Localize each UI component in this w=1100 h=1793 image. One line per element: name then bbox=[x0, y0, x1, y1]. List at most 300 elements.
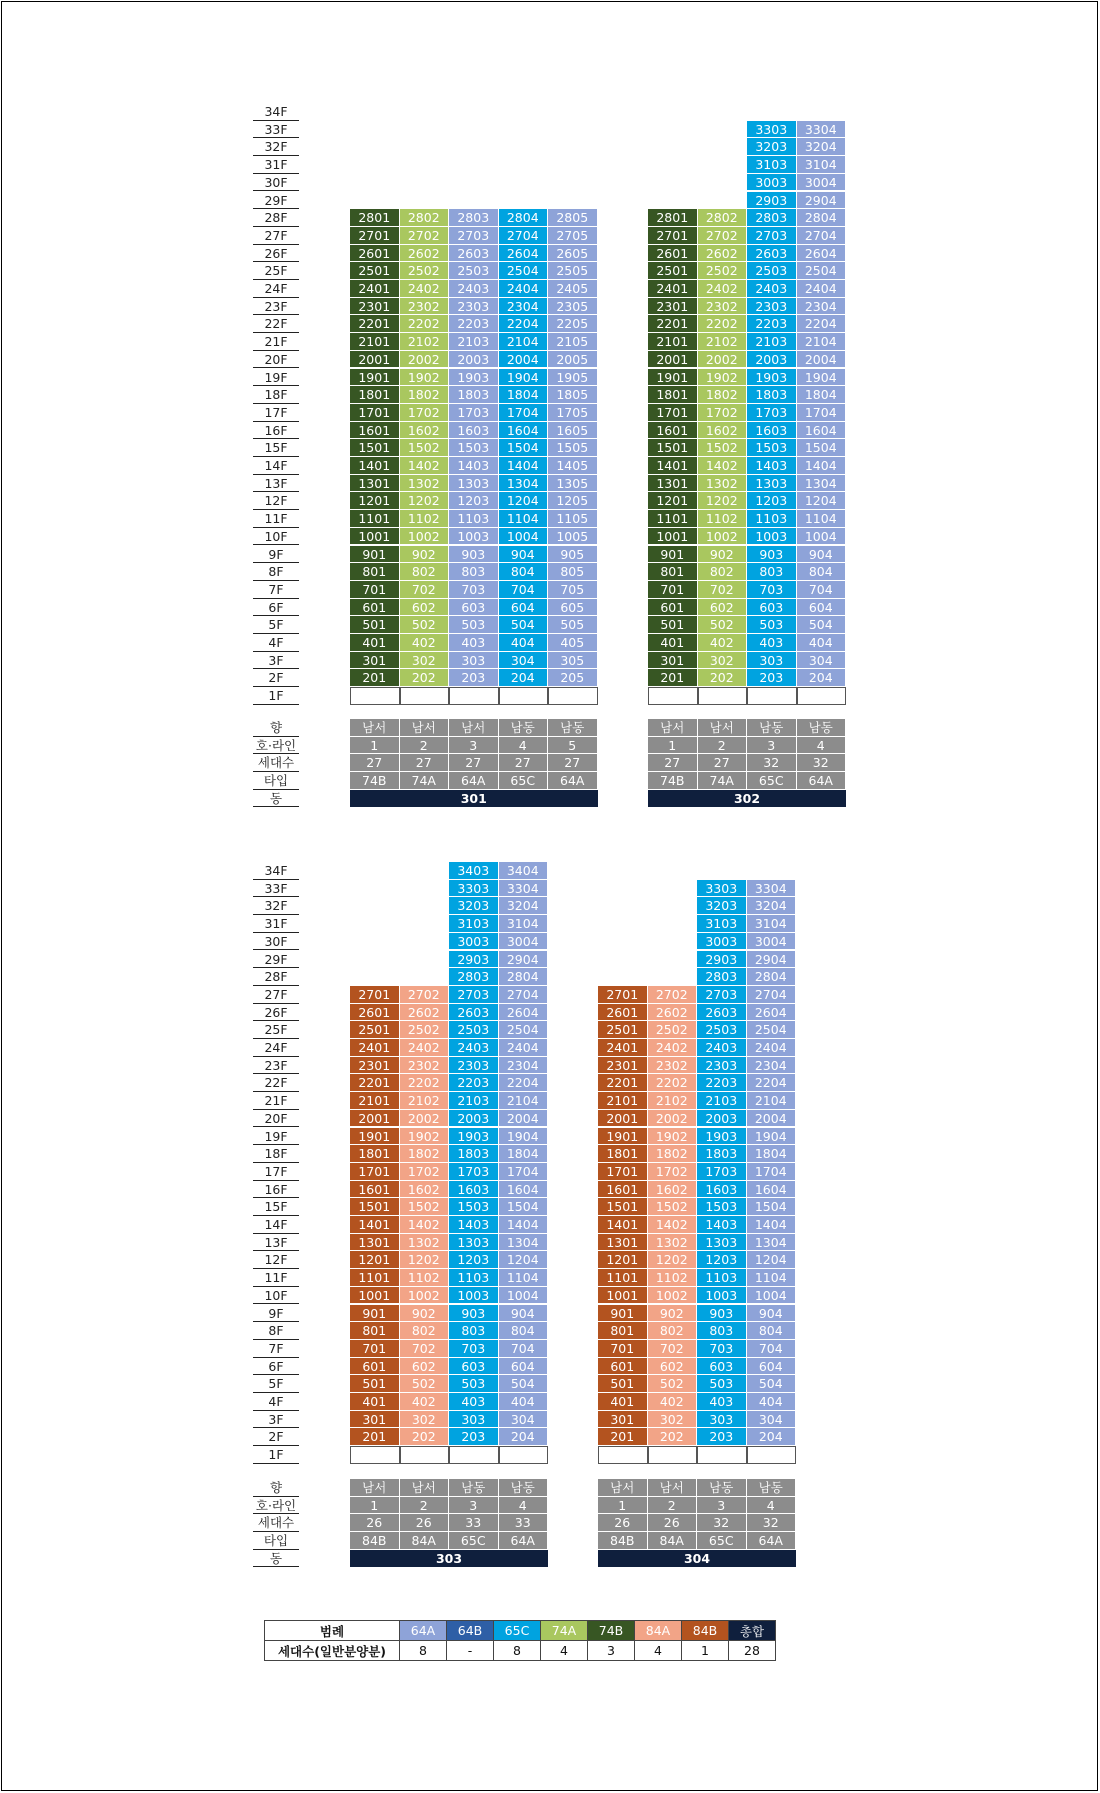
unit-cell: 404 bbox=[747, 1393, 797, 1411]
unit-cell: 2602 bbox=[698, 245, 748, 263]
units-cell: 27 bbox=[648, 754, 698, 772]
unit-cell: 502 bbox=[400, 1375, 450, 1393]
unit-cell: 2003 bbox=[747, 351, 797, 369]
unit-cell: 1605 bbox=[548, 422, 598, 440]
unit-cell: 904 bbox=[747, 1305, 797, 1323]
unit-cell: 3204 bbox=[499, 897, 549, 915]
line-cell: 4 bbox=[797, 737, 847, 755]
unit-cell: 902 bbox=[400, 546, 450, 564]
legend-header-label: 범례 bbox=[265, 1621, 400, 1641]
floor-label: 19F bbox=[253, 1128, 299, 1146]
unit-cell: 304 bbox=[499, 652, 549, 670]
floor-label: 10F bbox=[253, 1287, 299, 1305]
unit-cell: 1905 bbox=[548, 369, 598, 387]
unit-cell: 2602 bbox=[648, 1004, 698, 1022]
floor-label: 26F bbox=[253, 1004, 299, 1022]
unit-cell: 2601 bbox=[598, 1004, 648, 1022]
type-cell: 65C bbox=[747, 772, 797, 790]
unit-cell-empty bbox=[648, 1446, 698, 1464]
unit-cell: 1601 bbox=[648, 422, 698, 440]
unit-cell: 501 bbox=[648, 616, 698, 634]
unit-cell: 1702 bbox=[698, 404, 748, 422]
unit-cell-empty bbox=[499, 687, 549, 705]
floor-label: 18F bbox=[253, 386, 299, 404]
unit-cell: 3104 bbox=[499, 915, 549, 933]
legend-type-64B: 64B bbox=[447, 1621, 494, 1641]
direction-cell: 남동 bbox=[747, 1479, 797, 1497]
unit-cell: 201 bbox=[648, 669, 698, 687]
unit-cell: 1103 bbox=[697, 1269, 747, 1287]
unit-cell: 901 bbox=[598, 1305, 648, 1323]
legend-count-65C: 8 bbox=[494, 1641, 541, 1661]
unit-cell: 801 bbox=[598, 1322, 648, 1340]
unit-cell: 1501 bbox=[598, 1198, 648, 1216]
type-cell: 65C bbox=[697, 1532, 747, 1550]
info-label: 타입 bbox=[253, 772, 299, 790]
legend-type-total: 총합 bbox=[729, 1621, 776, 1641]
unit-cell: 1002 bbox=[698, 528, 748, 546]
unit-cell: 504 bbox=[499, 616, 549, 634]
line-cell: 3 bbox=[449, 1497, 499, 1515]
unit-cell: 1502 bbox=[698, 439, 748, 457]
unit-cell: 702 bbox=[400, 581, 450, 599]
unit-cell: 3204 bbox=[797, 138, 847, 156]
unit-cell: 1202 bbox=[400, 1251, 450, 1269]
unit-cell: 2001 bbox=[350, 1110, 400, 1128]
unit-cell: 1204 bbox=[499, 492, 549, 510]
floor-label: 1F bbox=[253, 1446, 299, 1464]
unit-cell: 1203 bbox=[449, 492, 499, 510]
units-cell: 27 bbox=[548, 754, 598, 772]
floor-label: 6F bbox=[253, 1358, 299, 1376]
legend-count-total: 28 bbox=[729, 1641, 776, 1661]
floor-label: 6F bbox=[253, 599, 299, 617]
unit-cell: 203 bbox=[449, 1428, 499, 1446]
unit-cell: 2402 bbox=[698, 280, 748, 298]
unit-cell: 2303 bbox=[449, 298, 499, 316]
floor-label: 8F bbox=[253, 563, 299, 581]
unit-cell: 3203 bbox=[747, 138, 797, 156]
unit-cell: 1101 bbox=[598, 1269, 648, 1287]
unit-cell: 501 bbox=[598, 1375, 648, 1393]
type-cell: 74B bbox=[648, 772, 698, 790]
unit-cell: 403 bbox=[449, 634, 499, 652]
unit-cell: 903 bbox=[697, 1305, 747, 1323]
unit-cell: 1602 bbox=[400, 422, 450, 440]
unit-cell: 1105 bbox=[548, 510, 598, 528]
unit-cell: 2503 bbox=[697, 1021, 747, 1039]
unit-cell: 1704 bbox=[499, 1163, 549, 1181]
unit-cell: 803 bbox=[449, 563, 499, 581]
direction-cell: 남서 bbox=[449, 719, 499, 737]
unit-cell: 702 bbox=[698, 581, 748, 599]
unit-cell: 802 bbox=[400, 563, 450, 581]
unit-cell: 1201 bbox=[598, 1251, 648, 1269]
unit-cell: 2703 bbox=[697, 986, 747, 1004]
unit-cell: 2105 bbox=[548, 333, 598, 351]
unit-cell: 1901 bbox=[598, 1128, 648, 1146]
units-cell: 27 bbox=[350, 754, 400, 772]
unit-cell: 1004 bbox=[747, 1287, 797, 1305]
unit-cell: 1102 bbox=[648, 1269, 698, 1287]
unit-cell: 2205 bbox=[548, 315, 598, 333]
unit-cell: 1804 bbox=[797, 386, 847, 404]
floor-label: 31F bbox=[253, 156, 299, 174]
unit-cell: 2805 bbox=[548, 209, 598, 227]
unit-cell: 2103 bbox=[449, 333, 499, 351]
unit-cell: 2402 bbox=[648, 1039, 698, 1057]
legend-count-84A: 4 bbox=[635, 1641, 682, 1661]
unit-cell: 1902 bbox=[400, 1128, 450, 1146]
unit-cell: 802 bbox=[648, 1322, 698, 1340]
unit-cell: 1803 bbox=[747, 386, 797, 404]
unit-cell: 1503 bbox=[449, 439, 499, 457]
floor-label: 33F bbox=[253, 121, 299, 139]
floor-label: 32F bbox=[253, 138, 299, 156]
unit-cell: 2102 bbox=[698, 333, 748, 351]
floor-label: 11F bbox=[253, 510, 299, 528]
unit-cell: 1001 bbox=[350, 1287, 400, 1305]
unit-cell: 503 bbox=[449, 1375, 499, 1393]
unit-cell: 602 bbox=[648, 1358, 698, 1376]
unit-cell: 1601 bbox=[350, 422, 400, 440]
unit-cell: 1402 bbox=[400, 457, 450, 475]
line-cell: 2 bbox=[400, 737, 450, 755]
unit-cell: 1604 bbox=[499, 422, 549, 440]
unit-cell: 3303 bbox=[697, 880, 747, 898]
line-cell: 4 bbox=[499, 1497, 549, 1515]
units-cell: 32 bbox=[797, 754, 847, 772]
floor-label: 9F bbox=[253, 1305, 299, 1323]
unit-cell: 2602 bbox=[400, 245, 450, 263]
floor-label: 4F bbox=[253, 1393, 299, 1411]
unit-cell: 1904 bbox=[747, 1128, 797, 1146]
unit-cell: 2103 bbox=[697, 1092, 747, 1110]
unit-cell: 2602 bbox=[400, 1004, 450, 1022]
unit-cell: 701 bbox=[350, 581, 400, 599]
unit-cell: 2302 bbox=[400, 1057, 450, 1075]
unit-cell: 1405 bbox=[548, 457, 598, 475]
unit-cell: 1503 bbox=[697, 1198, 747, 1216]
direction-cell: 남서 bbox=[648, 1479, 698, 1497]
unit-cell: 901 bbox=[648, 546, 698, 564]
floor-label: 16F bbox=[253, 422, 299, 440]
unit-cell: 701 bbox=[648, 581, 698, 599]
unit-cell: 301 bbox=[598, 1411, 648, 1429]
unit-cell: 2504 bbox=[797, 262, 847, 280]
unit-cell: 703 bbox=[747, 581, 797, 599]
unit-cell: 202 bbox=[648, 1428, 698, 1446]
unit-cell: 2701 bbox=[350, 227, 400, 245]
legend-row-label: 세대수(일반분양분) bbox=[265, 1641, 400, 1661]
unit-cell: 3003 bbox=[449, 933, 499, 951]
units-cell: 27 bbox=[449, 754, 499, 772]
unit-cell: 1001 bbox=[648, 528, 698, 546]
direction-cell: 남서 bbox=[400, 1479, 450, 1497]
direction-cell: 남동 bbox=[797, 719, 847, 737]
unit-cell-empty bbox=[698, 687, 748, 705]
floor-label: 7F bbox=[253, 1340, 299, 1358]
unit-cell: 601 bbox=[598, 1358, 648, 1376]
floor-label: 24F bbox=[253, 280, 299, 298]
unit-cell: 801 bbox=[648, 563, 698, 581]
floor-label: 13F bbox=[253, 475, 299, 493]
unit-cell: 2304 bbox=[797, 298, 847, 316]
direction-cell: 남동 bbox=[499, 719, 549, 737]
unit-cell: 2001 bbox=[350, 351, 400, 369]
unit-cell-empty bbox=[400, 687, 450, 705]
unit-cell: 2001 bbox=[648, 351, 698, 369]
unit-cell: 2103 bbox=[747, 333, 797, 351]
unit-cell: 2502 bbox=[400, 262, 450, 280]
floor-label: 22F bbox=[253, 1074, 299, 1092]
unit-cell: 2702 bbox=[400, 227, 450, 245]
unit-cell: 1502 bbox=[400, 439, 450, 457]
unit-cell: 2301 bbox=[350, 1057, 400, 1075]
unit-cell: 303 bbox=[449, 652, 499, 670]
unit-cell: 1301 bbox=[598, 1234, 648, 1252]
unit-cell: 802 bbox=[400, 1322, 450, 1340]
legend-type-74B: 74B bbox=[588, 1621, 635, 1641]
direction-cell: 남서 bbox=[350, 1479, 400, 1497]
floor-label: 9F bbox=[253, 546, 299, 564]
unit-cell: 1802 bbox=[648, 1145, 698, 1163]
legend-type-74A: 74A bbox=[541, 1621, 588, 1641]
unit-cell: 604 bbox=[747, 1358, 797, 1376]
unit-cell: 1803 bbox=[449, 1145, 499, 1163]
floor-label: 20F bbox=[253, 1110, 299, 1128]
unit-cell: 704 bbox=[499, 581, 549, 599]
type-cell: 84A bbox=[648, 1532, 698, 1550]
unit-cell: 1401 bbox=[350, 1216, 400, 1234]
unit-cell: 1404 bbox=[499, 457, 549, 475]
unit-cell: 202 bbox=[400, 1428, 450, 1446]
floor-label: 14F bbox=[253, 457, 299, 475]
floor-label: 30F bbox=[253, 174, 299, 192]
unit-cell: 402 bbox=[648, 1393, 698, 1411]
unit-cell: 504 bbox=[797, 616, 847, 634]
unit-cell: 1202 bbox=[698, 492, 748, 510]
unit-cell: 2803 bbox=[449, 968, 499, 986]
floor-label: 29F bbox=[253, 192, 299, 210]
unit-cell: 3004 bbox=[499, 933, 549, 951]
unit-cell-empty bbox=[747, 1446, 797, 1464]
line-cell: 1 bbox=[648, 737, 698, 755]
unit-cell: 803 bbox=[697, 1322, 747, 1340]
floor-label: 15F bbox=[253, 439, 299, 457]
unit-cell: 2704 bbox=[499, 227, 549, 245]
type-cell: 65C bbox=[499, 772, 549, 790]
unit-cell: 2104 bbox=[499, 333, 549, 351]
unit-cell: 1602 bbox=[400, 1181, 450, 1199]
legend-header-row bbox=[265, 1621, 776, 1641]
unit-cell: 1301 bbox=[350, 475, 400, 493]
unit-cell: 2003 bbox=[697, 1110, 747, 1128]
line-cell: 2 bbox=[648, 1497, 698, 1515]
unit-cell: 3004 bbox=[797, 174, 847, 192]
legend-count-74B: 3 bbox=[588, 1641, 635, 1661]
unit-cell: 2505 bbox=[548, 262, 598, 280]
unit-cell: 1302 bbox=[698, 475, 748, 493]
unit-cell: 1001 bbox=[598, 1287, 648, 1305]
unit-cell: 3103 bbox=[747, 156, 797, 174]
unit-cell: 3203 bbox=[449, 897, 499, 915]
unit-cell: 603 bbox=[449, 599, 499, 617]
unit-cell: 801 bbox=[350, 563, 400, 581]
unit-cell: 1802 bbox=[698, 386, 748, 404]
unit-cell: 1104 bbox=[797, 510, 847, 528]
unit-cell: 1403 bbox=[697, 1216, 747, 1234]
unit-cell: 2705 bbox=[548, 227, 598, 245]
unit-cell: 2204 bbox=[747, 1074, 797, 1092]
line-cell: 3 bbox=[747, 737, 797, 755]
line-cell: 4 bbox=[747, 1497, 797, 1515]
unit-cell: 1005 bbox=[548, 528, 598, 546]
unit-cell: 1205 bbox=[548, 492, 598, 510]
direction-cell: 남서 bbox=[648, 719, 698, 737]
unit-cell-empty bbox=[449, 687, 499, 705]
units-cell: 33 bbox=[449, 1514, 499, 1532]
unit-cell: 2301 bbox=[598, 1057, 648, 1075]
unit-cell: 705 bbox=[548, 581, 598, 599]
unit-cell: 1602 bbox=[698, 422, 748, 440]
unit-cell: 1403 bbox=[747, 457, 797, 475]
line-cell: 2 bbox=[400, 1497, 450, 1515]
unit-cell: 402 bbox=[400, 634, 450, 652]
unit-cell: 2503 bbox=[449, 262, 499, 280]
unit-cell: 604 bbox=[499, 1358, 549, 1376]
unit-cell: 401 bbox=[350, 1393, 400, 1411]
unit-cell: 1701 bbox=[350, 404, 400, 422]
unit-cell: 702 bbox=[400, 1340, 450, 1358]
unit-cell: 1903 bbox=[697, 1128, 747, 1146]
unit-cell: 501 bbox=[350, 1375, 400, 1393]
floor-label: 3F bbox=[253, 652, 299, 670]
type-cell: 74B bbox=[350, 772, 400, 790]
unit-cell: 1001 bbox=[350, 528, 400, 546]
floor-label: 5F bbox=[253, 1375, 299, 1393]
unit-cell: 3303 bbox=[449, 880, 499, 898]
unit-cell: 805 bbox=[548, 563, 598, 581]
unit-cell: 305 bbox=[548, 652, 598, 670]
unit-cell: 1902 bbox=[648, 1128, 698, 1146]
legend-count-74A: 4 bbox=[541, 1641, 588, 1661]
unit-cell: 1102 bbox=[400, 1269, 450, 1287]
unit-cell: 201 bbox=[598, 1428, 648, 1446]
unit-cell: 2704 bbox=[747, 986, 797, 1004]
floor-label: 33F bbox=[253, 880, 299, 898]
floor-label: 12F bbox=[253, 492, 299, 510]
unit-cell: 1904 bbox=[797, 369, 847, 387]
unit-cell: 1902 bbox=[698, 369, 748, 387]
unit-cell-empty bbox=[449, 1446, 499, 1464]
unit-cell: 2501 bbox=[350, 1021, 400, 1039]
unit-cell: 1801 bbox=[598, 1145, 648, 1163]
units-cell: 32 bbox=[747, 754, 797, 772]
unit-cell: 2002 bbox=[400, 351, 450, 369]
unit-cell: 1603 bbox=[747, 422, 797, 440]
unit-cell-empty bbox=[598, 1446, 648, 1464]
line-cell: 2 bbox=[698, 737, 748, 755]
type-cell: 84B bbox=[598, 1532, 648, 1550]
unit-cell: 1402 bbox=[400, 1216, 450, 1234]
unit-cell: 403 bbox=[747, 634, 797, 652]
unit-cell: 2304 bbox=[499, 1057, 549, 1075]
unit-cell: 2803 bbox=[747, 209, 797, 227]
unit-cell: 2804 bbox=[797, 209, 847, 227]
unit-cell: 2002 bbox=[698, 351, 748, 369]
unit-cell: 2604 bbox=[797, 245, 847, 263]
legend-type-84A: 84A bbox=[635, 1621, 682, 1641]
unit-cell: 301 bbox=[350, 652, 400, 670]
unit-cell: 2301 bbox=[350, 298, 400, 316]
unit-cell: 2603 bbox=[697, 1004, 747, 1022]
unit-cell: 2501 bbox=[648, 262, 698, 280]
unit-cell: 2004 bbox=[499, 1110, 549, 1128]
unit-cell: 701 bbox=[598, 1340, 648, 1358]
unit-cell: 1603 bbox=[697, 1181, 747, 1199]
unit-cell: 2701 bbox=[350, 986, 400, 1004]
unit-cell: 1701 bbox=[598, 1163, 648, 1181]
legend-count-84B: 1 bbox=[682, 1641, 729, 1661]
floor-label: 7F bbox=[253, 581, 299, 599]
unit-cell: 2101 bbox=[648, 333, 698, 351]
unit-cell: 1002 bbox=[648, 1287, 698, 1305]
unit-cell: 1604 bbox=[499, 1181, 549, 1199]
unit-cell: 401 bbox=[648, 634, 698, 652]
unit-cell: 3303 bbox=[747, 121, 797, 139]
type-cell: 64A bbox=[449, 772, 499, 790]
floor-label: 14F bbox=[253, 1216, 299, 1234]
unit-cell: 1503 bbox=[747, 439, 797, 457]
unit-cell: 1102 bbox=[400, 510, 450, 528]
unit-cell: 1301 bbox=[350, 1234, 400, 1252]
unit-cell: 2504 bbox=[499, 1021, 549, 1039]
unit-cell: 204 bbox=[797, 669, 847, 687]
unit-cell: 1402 bbox=[698, 457, 748, 475]
floor-label: 30F bbox=[253, 933, 299, 951]
unit-cell: 2802 bbox=[400, 209, 450, 227]
unit-cell: 2005 bbox=[548, 351, 598, 369]
unit-cell: 1404 bbox=[499, 1216, 549, 1234]
unit-cell: 2403 bbox=[449, 280, 499, 298]
unit-cell: 302 bbox=[698, 652, 748, 670]
unit-cell: 2202 bbox=[698, 315, 748, 333]
unit-cell: 1802 bbox=[400, 386, 450, 404]
unit-cell-empty bbox=[797, 687, 847, 705]
unit-cell: 303 bbox=[747, 652, 797, 670]
unit-cell: 2405 bbox=[548, 280, 598, 298]
legend-type-65C: 65C bbox=[494, 1621, 541, 1641]
unit-cell: 602 bbox=[400, 599, 450, 617]
units-cell: 32 bbox=[697, 1514, 747, 1532]
unit-cell: 2203 bbox=[747, 315, 797, 333]
direction-cell: 남동 bbox=[747, 719, 797, 737]
unit-cell: 1501 bbox=[350, 439, 400, 457]
units-cell: 27 bbox=[698, 754, 748, 772]
floor-label: 2F bbox=[253, 669, 299, 687]
unit-cell: 1401 bbox=[648, 457, 698, 475]
unit-cell: 3103 bbox=[449, 915, 499, 933]
unit-cell: 1401 bbox=[350, 457, 400, 475]
unit-cell: 804 bbox=[747, 1322, 797, 1340]
unit-cell: 1103 bbox=[449, 510, 499, 528]
unit-cell: 2104 bbox=[499, 1092, 549, 1110]
unit-cell: 202 bbox=[400, 669, 450, 687]
unit-cell: 602 bbox=[698, 599, 748, 617]
legend-count-row bbox=[265, 1641, 776, 1661]
unit-cell: 2303 bbox=[747, 298, 797, 316]
